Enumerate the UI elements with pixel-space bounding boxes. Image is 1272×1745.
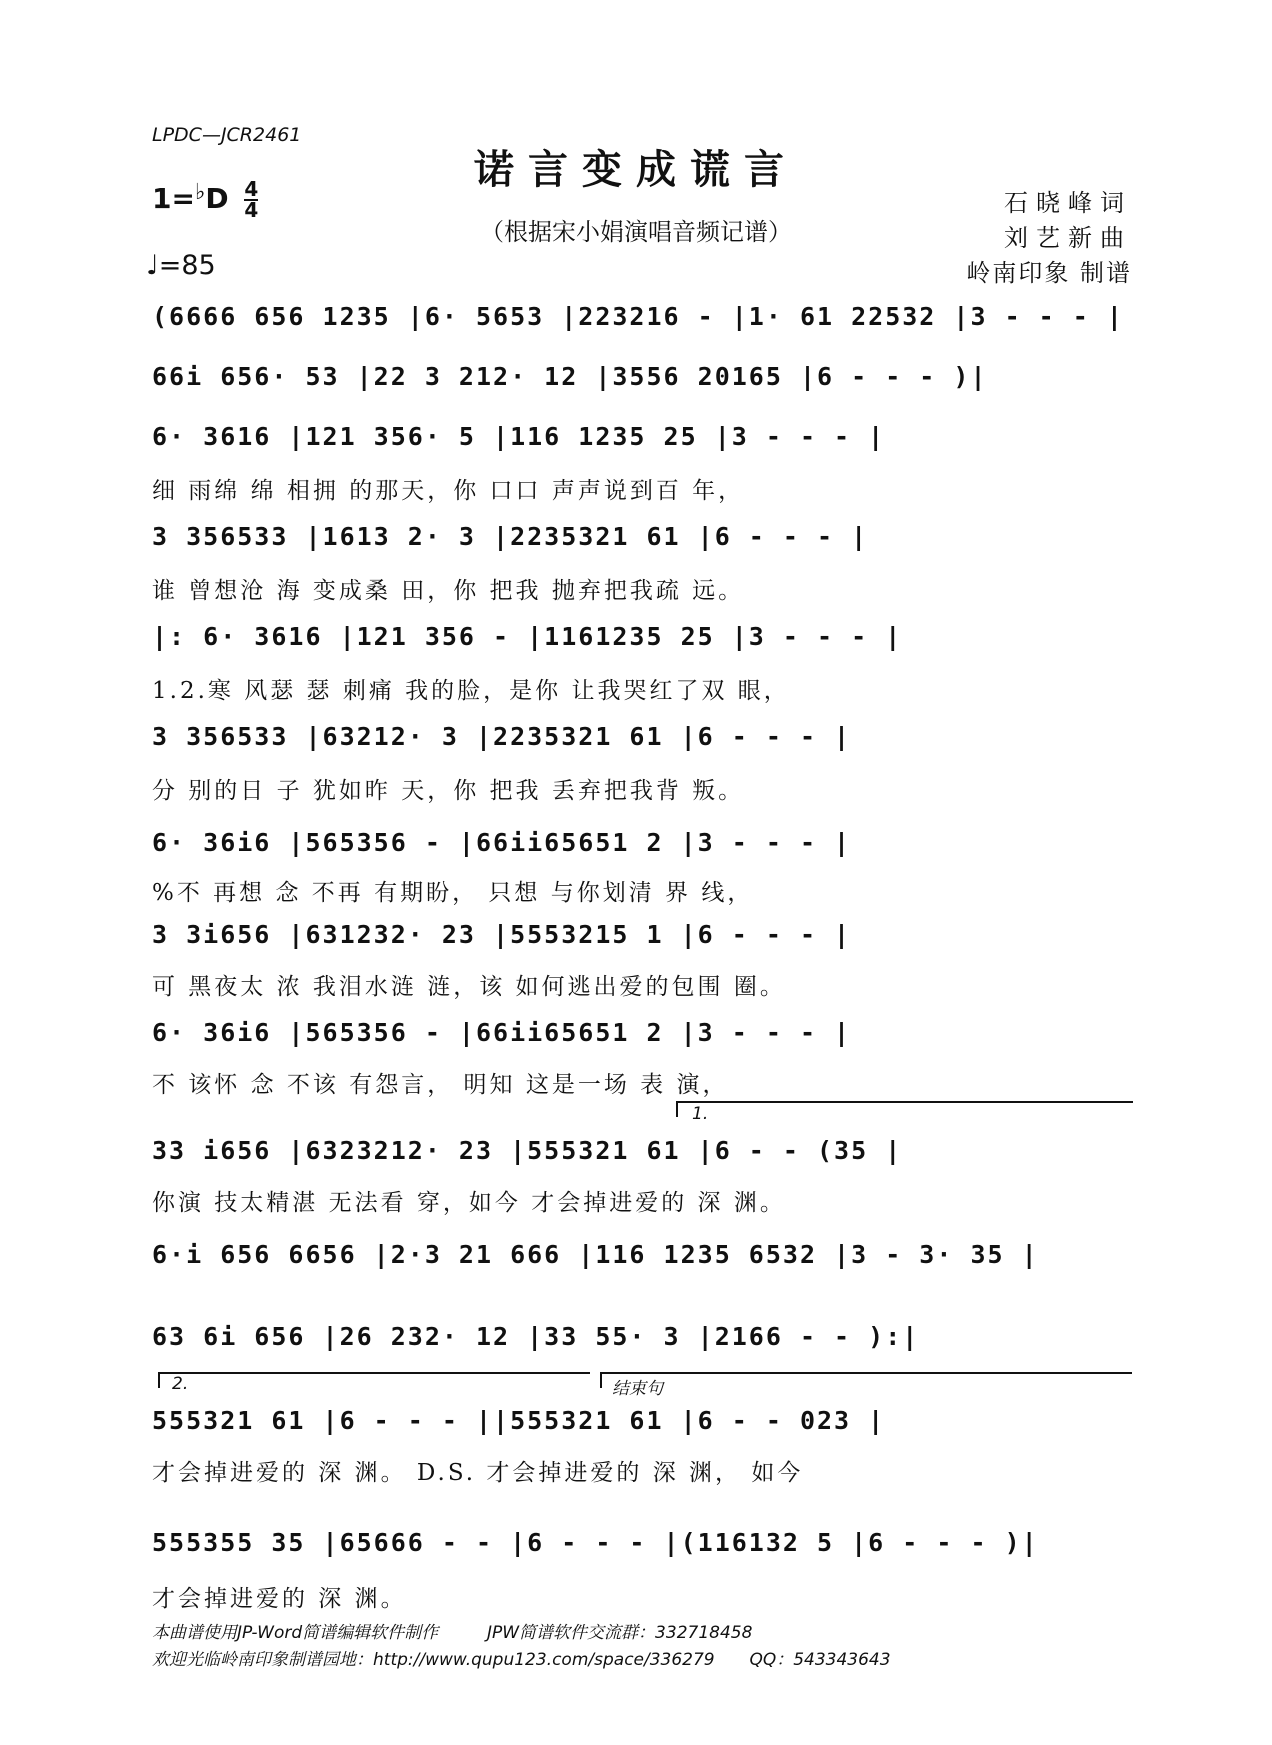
footer-software: 本曲谱使用JP-Word简谱编辑软件制作 xyxy=(152,1623,439,1643)
lyric-line: 分 别的日 子 犹如昨 天，你 把我 丢弃把我背 叛。 xyxy=(152,778,745,804)
page-title: 诺言变成谎言 xyxy=(474,146,798,193)
lyric-line: 1.2.寒 风瑟 瑟 刺痛 我的脸，是你 让我哭红了双 眼， xyxy=(152,678,790,704)
notation-line: 3 356533 |63212· 3 |2235321 61 |6 - - - | xyxy=(152,722,852,751)
footer-line xyxy=(152,1618,752,1643)
notation-line: 555355 35 |65666 - - |6 - - - |(116132 5 |6 - - - )| xyxy=(152,1528,1039,1557)
composer-credit: 刘艺新曲 xyxy=(1004,224,1132,252)
footer-qq: QQ：543343643 xyxy=(749,1650,891,1670)
notation-line: 6· 3616 |121 356· 5 |116 1235 25 |3 - - - | xyxy=(152,422,886,451)
lyric-line: 不 该怀 念 不该 有怨言， 明知 这是一场 表 演， xyxy=(152,1072,729,1098)
notation-line: 3 356533 |1613 2· 3 |2235321 61 |6 - - - | xyxy=(152,522,869,551)
score-code: LPDC—JCR2461 xyxy=(152,124,302,146)
footer-group: JPW简谱软件交流群：332718458 xyxy=(486,1623,753,1643)
tempo-value: 85 xyxy=(181,250,216,281)
lyric-line: 细 雨绵 绵 相拥 的那天，你 口口 声声说到百 年， xyxy=(152,478,745,504)
second-ending-label: 2. xyxy=(172,1374,189,1394)
notation-line: 66i 656· 53 |22 3 212· 12 |3556 20165 |6 - - - )| xyxy=(152,362,988,391)
lyric-line: 可 黑夜太 浓 我泪水涟 涟，该 如何逃出爱的包围 圈。 xyxy=(152,974,786,1000)
lyric-line: 谁 曾想沧 海 变成桑 田，你 把我 抛弃把我疏 远。 xyxy=(152,578,745,604)
lyric-line: 才会掉进爱的 深 渊。 D.S. 才会掉进爱的 深 渊， 如今 xyxy=(152,1460,804,1486)
arranger-credit: 岭南印象 制谱 xyxy=(966,259,1132,287)
second-ending-bracket xyxy=(158,1372,590,1388)
notation-line: 3 3i656 |631232· 23 |5553215 1 |6 - - - | xyxy=(152,920,852,949)
notation-line: 6·i 656 6656 |2·3 21 666 |116 1235 6532 |3 - 3· 35 | xyxy=(152,1240,1039,1269)
lyricist-credit: 石晓峰词 xyxy=(1004,189,1132,217)
first-ending-label: 1. xyxy=(692,1104,709,1124)
key-note: D xyxy=(205,182,229,215)
coda-bracket xyxy=(600,1372,1132,1388)
flat-sign: ♭ xyxy=(194,180,206,205)
time-denominator: 4 xyxy=(244,198,259,222)
first-ending-bracket xyxy=(676,1101,1133,1117)
lyric-line: 你演 技太精湛 无法看 穿，如今 才会掉进爱的 深 渊。 xyxy=(152,1190,786,1216)
notation-line: 555321 61 |6 - - - ||555321 61 |6 - - 023 | xyxy=(152,1406,886,1435)
quarter-note-icon: ♩ xyxy=(146,250,159,281)
notation-line: (6666 656 1235 |6· 5653 |223216 - |1· 61 22532 |3 - - - | xyxy=(152,302,1124,331)
lyric-line: %不 再想 念 不再 有期盼， 只想 与你划清 界 线， xyxy=(152,880,754,906)
coda-label: 结束句 xyxy=(612,1379,663,1399)
notation-line: 6· 36i6 |565356 - |66ii65651 2 |3 - - - | xyxy=(152,828,852,857)
notation-line: |: 6· 3616 |121 356 - |1161235 25 |3 - - - | xyxy=(152,622,903,651)
notation-line: 33 i656 |6323212· 23 |555321 61 |6 - - (35 | xyxy=(152,1136,903,1165)
footer-line xyxy=(152,1645,891,1670)
tempo-marking: ♩=85 xyxy=(146,250,216,281)
lyric-line: 才会掉进爱的 深 渊。 xyxy=(152,1586,407,1612)
footer-website: 欢迎光临岭南印象制谱园地：http://www.qupu123.com/space/336279 xyxy=(152,1650,715,1670)
notation-line: 6· 36i6 |565356 - |66ii65651 2 |3 - - - | xyxy=(152,1018,852,1047)
subtitle: （根据宋小娟演唱音频记谱） xyxy=(480,218,792,246)
time-numerator: 4 xyxy=(244,177,259,201)
key-prefix: 1= xyxy=(152,182,195,215)
notation-line: 63 6i 656 |26 232· 12 |33 55· 3 |2166 - - ):| xyxy=(152,1322,920,1351)
